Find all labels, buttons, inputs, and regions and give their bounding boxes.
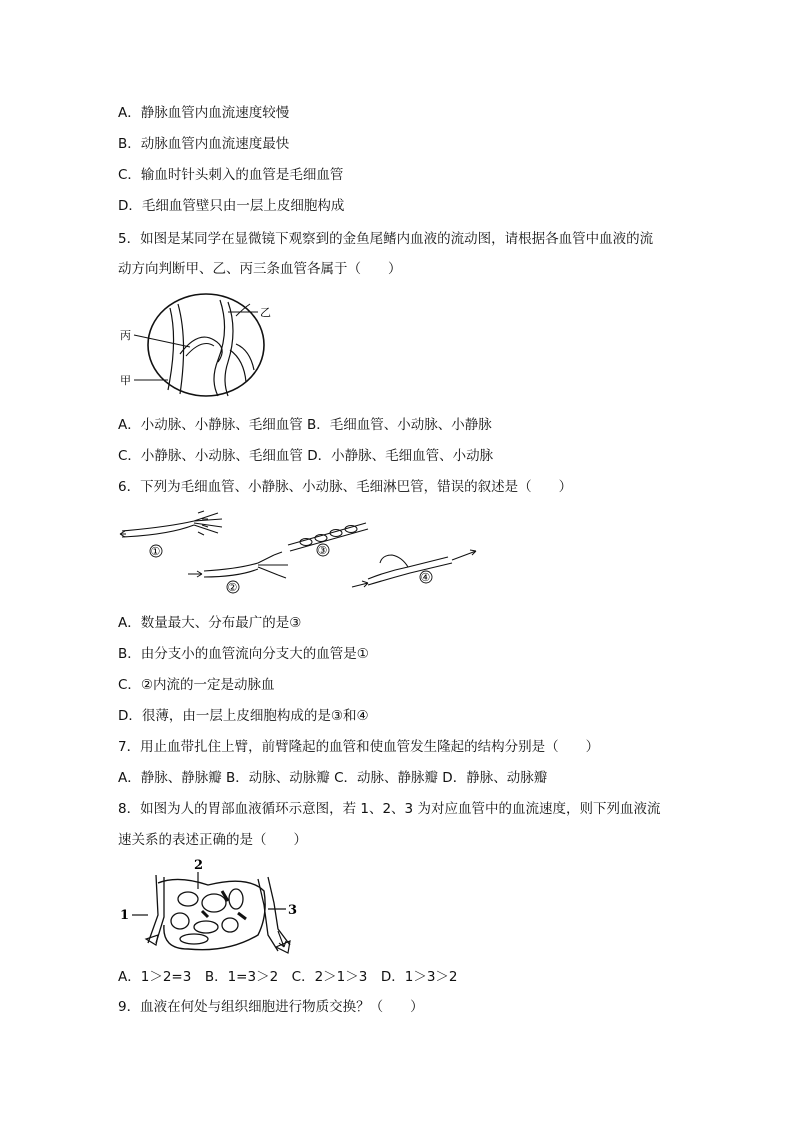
label-2: 2	[194, 858, 204, 873]
q6-option-b: B．由分支小的血管流向分支大的血管是①	[118, 646, 369, 662]
label-yi: 乙	[260, 306, 271, 319]
q7-options: A．静脉、静脉瓣 B．动脉、动脉瓣 C．动脉、静脉瓣 D．静脉、动脉瓣	[118, 770, 548, 786]
q5-stem-line-2: 动方向判断甲、乙、丙三条血管各属于（ ）	[118, 261, 402, 277]
q4-option-c: C．输血时针头刺入的血管是毛细血管	[118, 167, 344, 183]
q4-option-b: B．动脉血管内血流速度最快	[118, 136, 290, 152]
q5-options-line-1: A．小动脉、小静脉、毛细血管 B．毛细血管、小动脉、小静脉	[118, 417, 492, 433]
q6-option-c: C．②内流的一定是动脉血	[118, 677, 275, 693]
label-1: 1	[120, 908, 130, 923]
q8-stem-line-1: 8．如图为人的胃部血液循环示意图，若 1、2、3 为对应血管中的血流速度，则下列血液流	[118, 801, 661, 817]
q5-stem-line-1: 5．如图是某同学在显微镜下观察到的金鱼尾鳍内血液的流动图，请根据各血管中血液的流	[118, 231, 654, 247]
label-n1-b: ④	[420, 571, 431, 584]
label-bing: 丙	[120, 329, 131, 342]
label-3: 3	[288, 903, 298, 918]
vessel-4	[352, 550, 476, 587]
label-n2: ②	[227, 581, 238, 594]
q6-option-d: D．很薄，由一层上皮细胞构成的是③和④	[118, 708, 369, 724]
vessel-2	[188, 552, 288, 594]
microscope-field	[148, 294, 264, 396]
q6-option-a: A．数量最大、分布最广的是③	[118, 615, 302, 631]
label-n3: ③	[317, 544, 328, 557]
q5-goldfish-fin-figure	[118, 290, 278, 400]
q7-stem: 7．用止血带扎住上臂，前臂隆起的血管和使血管发生隆起的结构分别是（ ）	[118, 739, 600, 755]
q8-options: A．1＞2=3 B．1=3＞2 C．2＞1＞3 D．1＞3＞2	[118, 969, 458, 985]
label-n1-a: ①	[150, 545, 161, 558]
label-jia: 甲	[120, 374, 131, 387]
q8-stem-line-2: 速关系的表述正确的是（ ）	[118, 832, 307, 848]
q6-vessel-figures	[118, 505, 488, 600]
vessel-1	[120, 511, 222, 558]
q8-stomach-circulation-figure	[118, 855, 308, 960]
q5-options-line-2: C．小静脉、小动脉、毛细血管 D．小静脉、毛细血管、小动脉	[118, 448, 494, 464]
q4-option-d: D．毛细血管壁只由一层上皮细胞构成	[118, 198, 345, 214]
vessel-3	[288, 523, 368, 557]
q4-option-a: A．静脉血管内血流速度较慢	[118, 105, 290, 121]
q9-stem: 9．血液在何处与组织细胞进行物质交换？（ ）	[118, 999, 424, 1015]
q6-stem: 6．下列为毛细血管、小静脉、小动脉、毛细淋巴管，错误的叙述是（ ）	[118, 479, 573, 495]
